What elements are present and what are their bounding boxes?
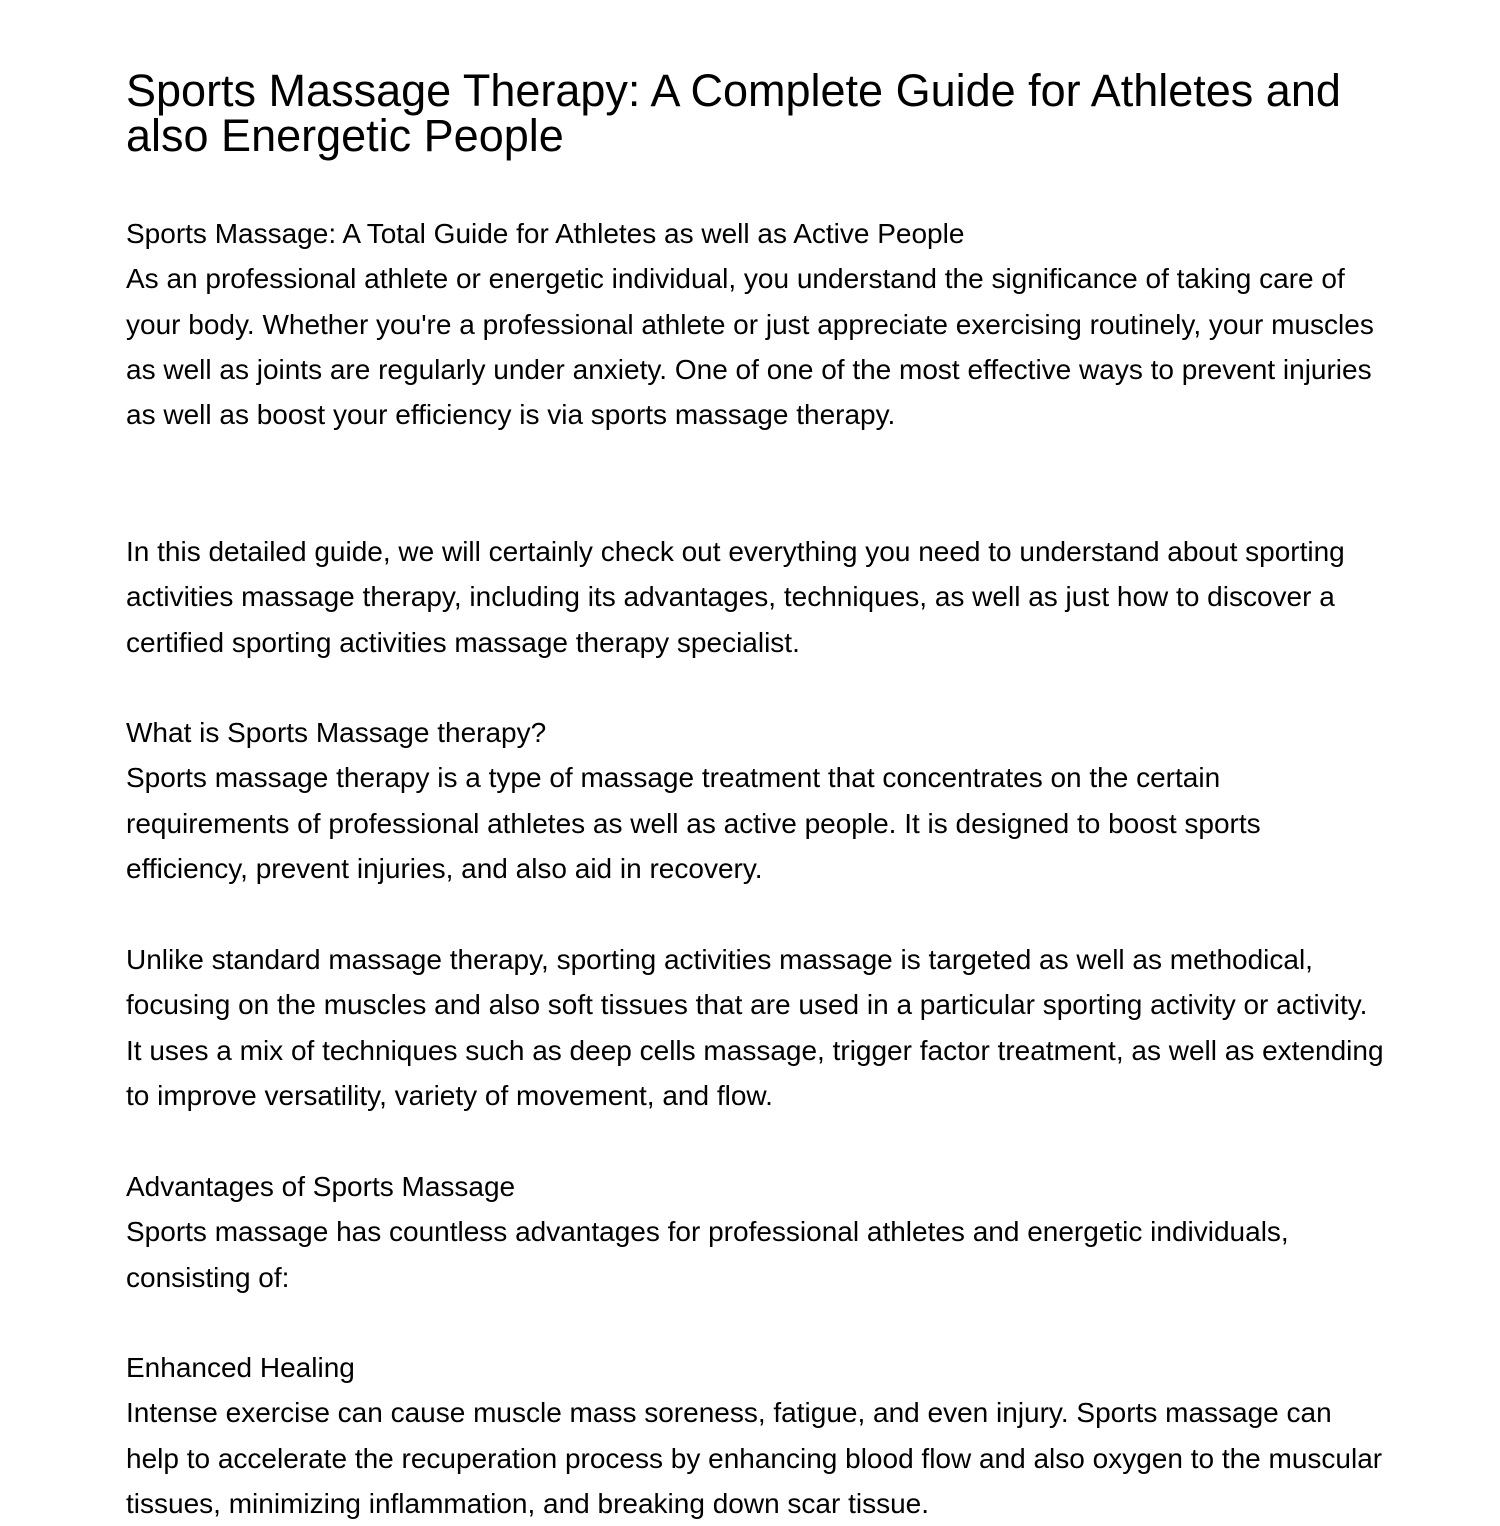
document-page <box>126 0 1386 1519</box>
advantages-section <box>126 1164 1386 1300</box>
section-paragraph: Unlike standard massage therapy, sporting activities massage is targeted as well as methodical, focusing on the muscles and also soft tissues that are used in a particular sporting activity or activity. It uses a mix of techniques such as deep cells massage, trigger factor treatment, as well as extending to improve versatility, variety of movement, and flow. <box>126 944 1384 1111</box>
section-heading: Advantages of Sports Massage <box>126 1171 516 1202</box>
comparison-section <box>126 937 1386 1118</box>
section-paragraph: In this detailed guide, we will certainly check out everything you need to understand about sporting activities massage therapy, including its advantages, techniques, as well as just how to discover a certified sporting activities massage therapy specialist. <box>126 536 1345 658</box>
section-paragraph: As an professional athlete or energetic individual, you understand the significance of taking care of your body. Whether you're a professional athlete or just appreciate exercising routinely, your muscles as well as joints are regularly under anxiety. One of one of the most effective ways to prevent injuries as well as boost your efficiency is via sports massage therapy. <box>126 263 1374 431</box>
intro-section <box>126 211 1386 437</box>
enhanced-healing-section <box>126 1345 1386 1526</box>
section-paragraph: Intense exercise can cause muscle mass soreness, fatigue, and even injury. Sports massage can help to accelerate the recuperation process by enhancing blood flow and also oxygen to the muscular tissues, minimizing inflammation, and breaking down scar tissue. <box>126 1397 1383 1519</box>
section-heading: Enhanced Healing <box>126 1352 355 1383</box>
section-heading: Sports Massage: A Total Guide for Athletes as well as Active People <box>126 218 965 249</box>
section-paragraph: Sports massage has countless advantages for professional athletes and energetic individuals, consisting of: <box>126 1216 1289 1293</box>
section-heading: What is Sports Massage therapy? <box>126 717 547 748</box>
document-title: Sports Massage Therapy: A Complete Guide for Athletes and also Energetic People <box>126 65 1341 161</box>
what-is-section <box>126 710 1386 891</box>
guide-overview-section <box>126 529 1386 665</box>
section-paragraph: Sports massage therapy is a type of massage treatment that concentrates on the certain requirements of professional athletes as well as active people. It is designed to boost sports efficiency, prevent injuries, and also aid in recovery. <box>126 762 1261 884</box>
